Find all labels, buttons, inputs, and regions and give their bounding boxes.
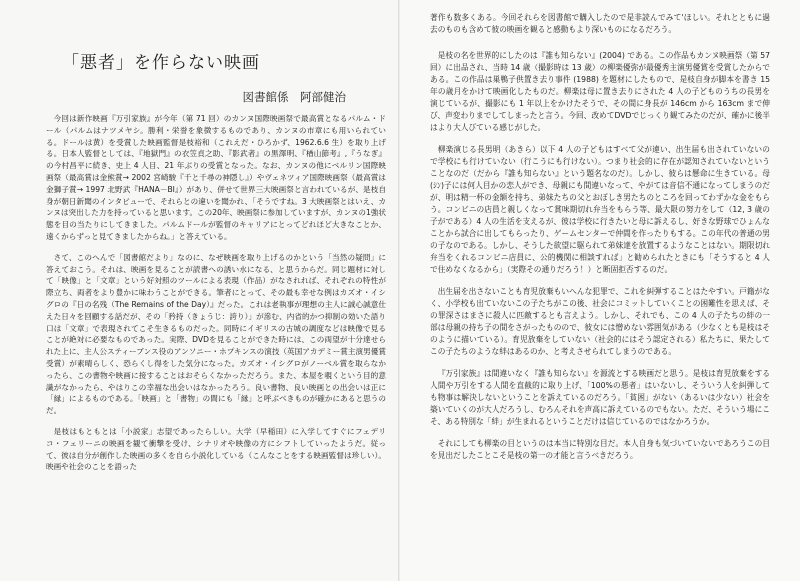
article-title: 「悪者」を作らない映画 [62,53,260,73]
right-page [400,0,800,581]
paragraph: 出生届を出さないことも育児放棄もいへんな犯罪で、これを糾弾することはたやすい。戸籍がなく、小学校も出ていないこの子たちがこの後、社会にコミットしていくことの困難性を思えば、その罪深さはまさに殺人に匹敵するとも言えよう。しかし、それでも、この 4 人の子たちの絆の一部は母親の持ち子の間をさがったものので、彼女には憎めない雰囲気がある（少なくとも是枝はそのように描いている）。育児放棄をしていない（社会的にはそう認定される）私たちに、果たしてこの子たちのような絆はあるのか、と考えさせられてしまうのである。 [430,287,770,356]
paragraph: 著作も数多くある。今回それらを図書館で購入したので是非読んでみて'ほしい。それとともに過去のものも含めて彼の映画を観ると感動もより深いものになるだろう。 [430,13,770,34]
paragraph: 『万引家族』は間違いなく『誰も知らない』を源流とする映画だと思う。是枝は育児放棄をする人間や万引をする人間を直截的に取り上げ、「100%の悪者」はいないし、そういう人を糾弾しても物事は解決しないということを訴えているのだろう。「貧困」がない（あるいは少ない）社会を築いていくのが大人だろうし、むろんそれを声高に訴えているのでもない。ただ、そういう場にこそ、ある特別な「絆」が生まれるということだけは信じているのではなかろうか。 [430,369,770,426]
paragraph: 是枝の名を世界的にしたのは『誰も知らない』(2004) である。この作品もカンヌ映画祭（第 57 回）に出品され、当時 14 歳（撮影時は 13 歳）の柳楽優弥が最優秀主演男優賞を受賞したからである。この作品は巣鴨子供置き去り事件 (1988) を題材にしたもので、是枝自身が脚本を書き 15 年の歳月をかけて映画化したものだ。柳楽は母に置き去りにされた 4 人の子どものうちの長男を演じているが、撮影にも 1 年以上をかけたそうで、その間に身長が 146cm から 163cm まで伸び、声変わりまでしてしまったと言う。今回、改めてDVDでじっくり観てみたのだが、確かに後半はより大人びている感じがした。 [430,51,770,132]
paragraph: 柳楽演じる長男明（あきら）以下 4 人の子どもはすべて父が違い、出生届も出されていないので学校にも行けていない（行こうにも行けない）。つまり社会的に存在が認知されていないということなのだ（だから『誰も知らない』という題名なのだ）。しかし、彼らは懸命に生きている。母(ｼﾝ)子には何人目かの恋人ができ、母親にも間違いなって、やがては音信不通になってしまうのだが、明は精一杯の金額を持ち、弟妹たちの父とおぼしき男たちのところを回ってわずかな金をもらう。コンビニの店員と親しくなって賞味期切れ弁当をもらう等、最大限の努力をして（12, 3 歳の子がである）4 人の生活を支えるが、彼は学校に行きたいと母に訴えるし、好きな野球でひょんなことから試合に出してもらったり、ゲームセンターで仲間を作ったりもする。この年代の普通の男の子なのである。しかし、そうした欲望に駆られて弟妹達を放置するようなことはない。期限切れ弁当をくれるコンビニ店員に、公的機関に相談すれば」と勧められたときにも「そうすると 4 人で住めなくなるから」（実際その通りだろう！）と断固拒否するのだ。 [430,145,770,274]
paragraph: さて、このへんで「図書館だより」なのに、なぜ映画を取り上げるのかという「当然の疑問」に答えておこう。それは、映画を見ることが読書への誘い水になる、と思うからだ。同じ題材に対して「映像」と「文章」という好対照のツールによる表現（作品）がなされれば、それぞれの特性が際立ち、両者をより豊かに味わうことができる。筆者にとって、その最も幸せな例はカズオ・イシグロの『日の名残（The Remains of the Day）』だった。これは老執事が理想の主人に誠心誠意仕えた日々を回顧する話だが、その「矜持（きょうじ：誇り）」が滲む、内省的かつ抑制の効いた語り口は「文章」で表現されてこそ生きるものだった。同時にイギリスの古城の調度などは映像で見ることが絶対に必要なものであった。実際、DVDを見ることができた時には、この両望が十分達せられた上に、主人公スティーブンス役のアンソニー・ホプキンスの演技（英国アカデミー賞主演男優賞受賞）が素晴らしく、恐らくし得をした気分になった。カズオ・イシグロがノーベル賞を取らなかったら、この書物や映画に接することはおそらくなかっただろう。また、本屋を覗くという目的意識がなかったら、やはりこの幸福な出会いはなかったろう。良い書物、良い映画との出会いは正に「縁」によるものである。「映画」と「書物」の間にも「縁」と呼ぶべきものが確かにあると思うのだ。 [46,252,386,416]
paragraph: 是枝はもともとは「小説家」志望であったらしい。大学（早稲田）に入学してすぐにフェデリコ・フェリーニの映画を観て衝撃を受け、シナリオや映像の方にシフトしていったようだ。従って、彼は自分が創作した映画の多くを自ら小説化している（こんなことをする映画監督は珍しい）。映画や社会のことを語った [46,426,386,472]
article-author: 図書館係 阿部健治 [242,90,346,104]
paragraph: 今回は新作映画『万引家族』が今年（第 71 回）のカンヌ国際映画祭で最高賞となるパルム・ドール（パルムはナツメヤシ。勝利・栄誉を象徴するものであり、カンヌの市章にも用いられている。ドールは黄）を受賞した映画監督是枝裕和（これえだ・ひろかず、1962.6.6 生）を取り上げる。日本人監督としては、『地獄門』の衣笠貞之助、『影武者』の黒澤明、『楢山節考』,『うなぎ』の今村昌平に続き、史上 4 人目、21 年ぶりの受賞となった。なお、カンヌの他にベルリン国際映画祭（最高賞は金熊賞→ 2002 宮崎駿『千と千尋の神隠し』）やヴェネツィア国際映画祭（最高賞は金獅子賞→ 1997 北野武『HANA－BI』）があり、併せて世界三大映画祭と言われているが、是枝自身が朝日新聞のインタビューで、それらとの違いを聞かれ、「そうですね。3 大映画祭とはいえ、カンヌは突出した力を持っていると思います。この20年、映画祭に参加していますが、カンヌの1強状態を目の当たりにしてきました。パルムドールが監督のキャリアにとってどれほど大きなことか、遠くからずっと見てきましたからね。」と答えている。 [46,114,386,241]
paragraph: それにしても柳楽の目というのは本当に特別な目だ。本人自身も気づいていないであろうこの目を見出だしたことこそ是枝の第一の才能と言うべきだろう。 [430,439,770,460]
